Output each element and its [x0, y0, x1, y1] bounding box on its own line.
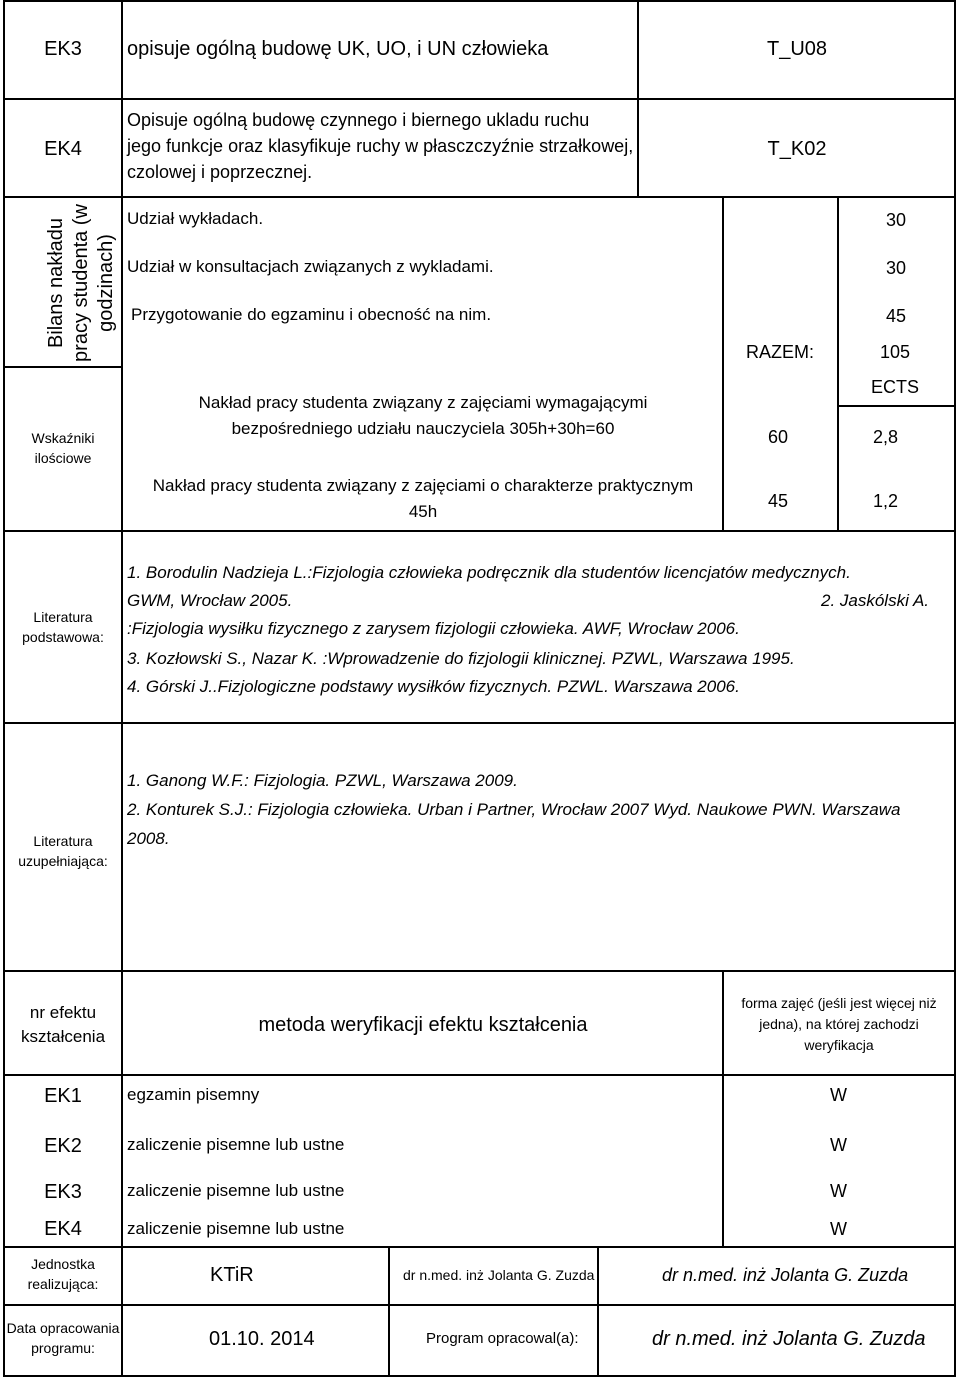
- ek-top-desc-1: opisuje ogólną budowę UK, UO, i UN człowieka: [127, 38, 549, 60]
- opracowal-label: Program opracowal(a):: [426, 1330, 579, 1347]
- lit-podst-line-5: 3. Kozłowski S., Nazar K. :Wprowadzenie do fizjologii klinicznej. PZWL, Warszawa 1995.: [127, 649, 795, 668]
- ects-header: ECTS: [871, 377, 920, 397]
- lit-podst-line-1: 1. Borodulin Nadzieja L.:Fizjologia człowieka podręcznik dla studentów licencjatów medycznych.: [127, 563, 851, 582]
- ek-top-code-2: EK4: [44, 138, 82, 160]
- wskazniki-label: Wskaźniki ilościowe: [31, 430, 95, 467]
- opracowal-value: dr n.med. inż Jolanta G. Zuzda: [652, 1328, 926, 1350]
- weryfikacja-row-3-method: zaliczenie pisemne lub ustne: [127, 1181, 345, 1200]
- weryfikacja-row-4-form: W: [830, 1219, 847, 1239]
- wskazniki-row-2-ects: 1,2: [873, 491, 899, 511]
- data-opracowania-value: 01.10. 2014: [209, 1328, 315, 1350]
- jednostka-value: KTiR: [210, 1264, 254, 1286]
- weryfikacja-row-3-code: EK3: [44, 1181, 82, 1203]
- lit-uzup-line-2: 2. Konturek S.J.: Fizjologia człowieka. Urban i Partner, Wrocław 2007 Wyd. Naukowe PWN. Warszawa: [127, 800, 901, 819]
- ek-top-desc-2-line-3: czolowej i poprzecznej.: [127, 162, 313, 182]
- weryfikacja-row-1-form: W: [830, 1085, 847, 1105]
- bilans-row-value-3: 45: [886, 306, 907, 326]
- weryfikacja-row-1-method: egzamin pisemny: [127, 1085, 260, 1104]
- bilans-row-label-2: Udział w konsultacjach związanych z wykladami.: [127, 257, 494, 276]
- bilans-row-label-3: Przygotowanie do egzaminu i obecność na nim.: [131, 305, 492, 324]
- lit-uzup-label: Literatura uzupełniająca:: [18, 833, 108, 870]
- weryfikacja-row-4-code: EK4: [44, 1218, 82, 1240]
- ek-top-ref-1: T_U08: [766, 38, 828, 60]
- weryfikacja-row-3-form: W: [830, 1181, 847, 1201]
- lit-uzup-line-3: 2008.: [127, 829, 170, 848]
- ek-top-desc-2-line-1: Opisuje ogólną budowę czynnego i biernego ukladu ruchu: [127, 110, 590, 130]
- ek-top-code-1: EK3: [44, 38, 82, 60]
- jednostka-label: Jednostka realizująca:: [27, 1256, 99, 1293]
- bilans-row-label-1: Udział wykładach.: [127, 209, 264, 228]
- ek-top-desc-2-line-2: jego funkcje oraz klasyfikuje ruchy w płasczczyźnie strzałkowej,: [127, 136, 634, 156]
- bilans-label: Bilans nakładu pracy studenta (w godzinach): [45, 204, 117, 362]
- weryfikacja-row-2-method: zaliczenie pisemne lub ustne: [127, 1135, 345, 1154]
- bilans-row-value-2: 30: [886, 258, 907, 278]
- weryfikacja-header-code: nr efektu kształcenia: [20, 1003, 106, 1046]
- weryfikacja-row-2-form: W: [830, 1135, 847, 1155]
- weryfikacja-row-4-method: zaliczenie pisemne lub ustne: [127, 1219, 345, 1238]
- lit-podst-line-3: 2. Jaskólski A.: [821, 591, 930, 610]
- ek-top-ref-2: T_K02: [767, 138, 827, 160]
- wskazniki-row-2-text: Nakład pracy studenta związany z zajęciami o charakterze praktycznym 45h: [152, 476, 694, 521]
- lit-podst-line-2: GWM, Wrocław 2005.: [127, 591, 293, 610]
- wskazniki-row-2-hours: 45: [768, 491, 789, 511]
- weryfikacja-header-method: metoda weryfikacji efektu kształcenia: [258, 1014, 588, 1036]
- osoba-value: dr n.med. inż Jolanta G. Zuzda: [662, 1265, 909, 1285]
- weryfikacja-row-1-code: EK1: [44, 1085, 82, 1107]
- wskazniki-row-1-text: Nakład pracy studenta związany z zajęciami wymagającymi bezpośredniego udziału nauczyciela 305h+30h=60: [198, 393, 648, 438]
- data-opracowania-label: Data opracowania programu:: [6, 1320, 120, 1357]
- weryfikacja-header-form: forma zajęć (jeśli jest więcej niż jedna), na której zachodzi weryfikacja: [741, 995, 937, 1054]
- wskazniki-row-1-hours: 60: [768, 427, 789, 447]
- bilans-row-value-1: 30: [886, 210, 907, 230]
- bilans-total-value: 105: [880, 342, 911, 362]
- bilans-total-label: RAZEM:: [746, 342, 815, 362]
- lit-podst-label: Literatura podstawowa:: [22, 609, 104, 646]
- lit-podst-line-6: 4. Górski J..Fizjologiczne podstawy wysiłków fizycznych. PZWL. Warszawa 2006.: [127, 677, 740, 696]
- osoba-small: dr n.med. inż Jolanta G. Zuzda: [403, 1267, 595, 1283]
- wskazniki-row-1-ects: 2,8: [873, 427, 899, 447]
- weryfikacja-row-2-code: EK2: [44, 1135, 82, 1157]
- lit-uzup-line-1: 1. Ganong W.F.: Fizjologia. PZWL, Warszawa 2009.: [127, 771, 518, 790]
- lit-podst-line-4: :Fizjologia wysiłku fizycznego z zarysem fizjologii człowieka. AWF, Wrocław 2006.: [127, 619, 740, 638]
